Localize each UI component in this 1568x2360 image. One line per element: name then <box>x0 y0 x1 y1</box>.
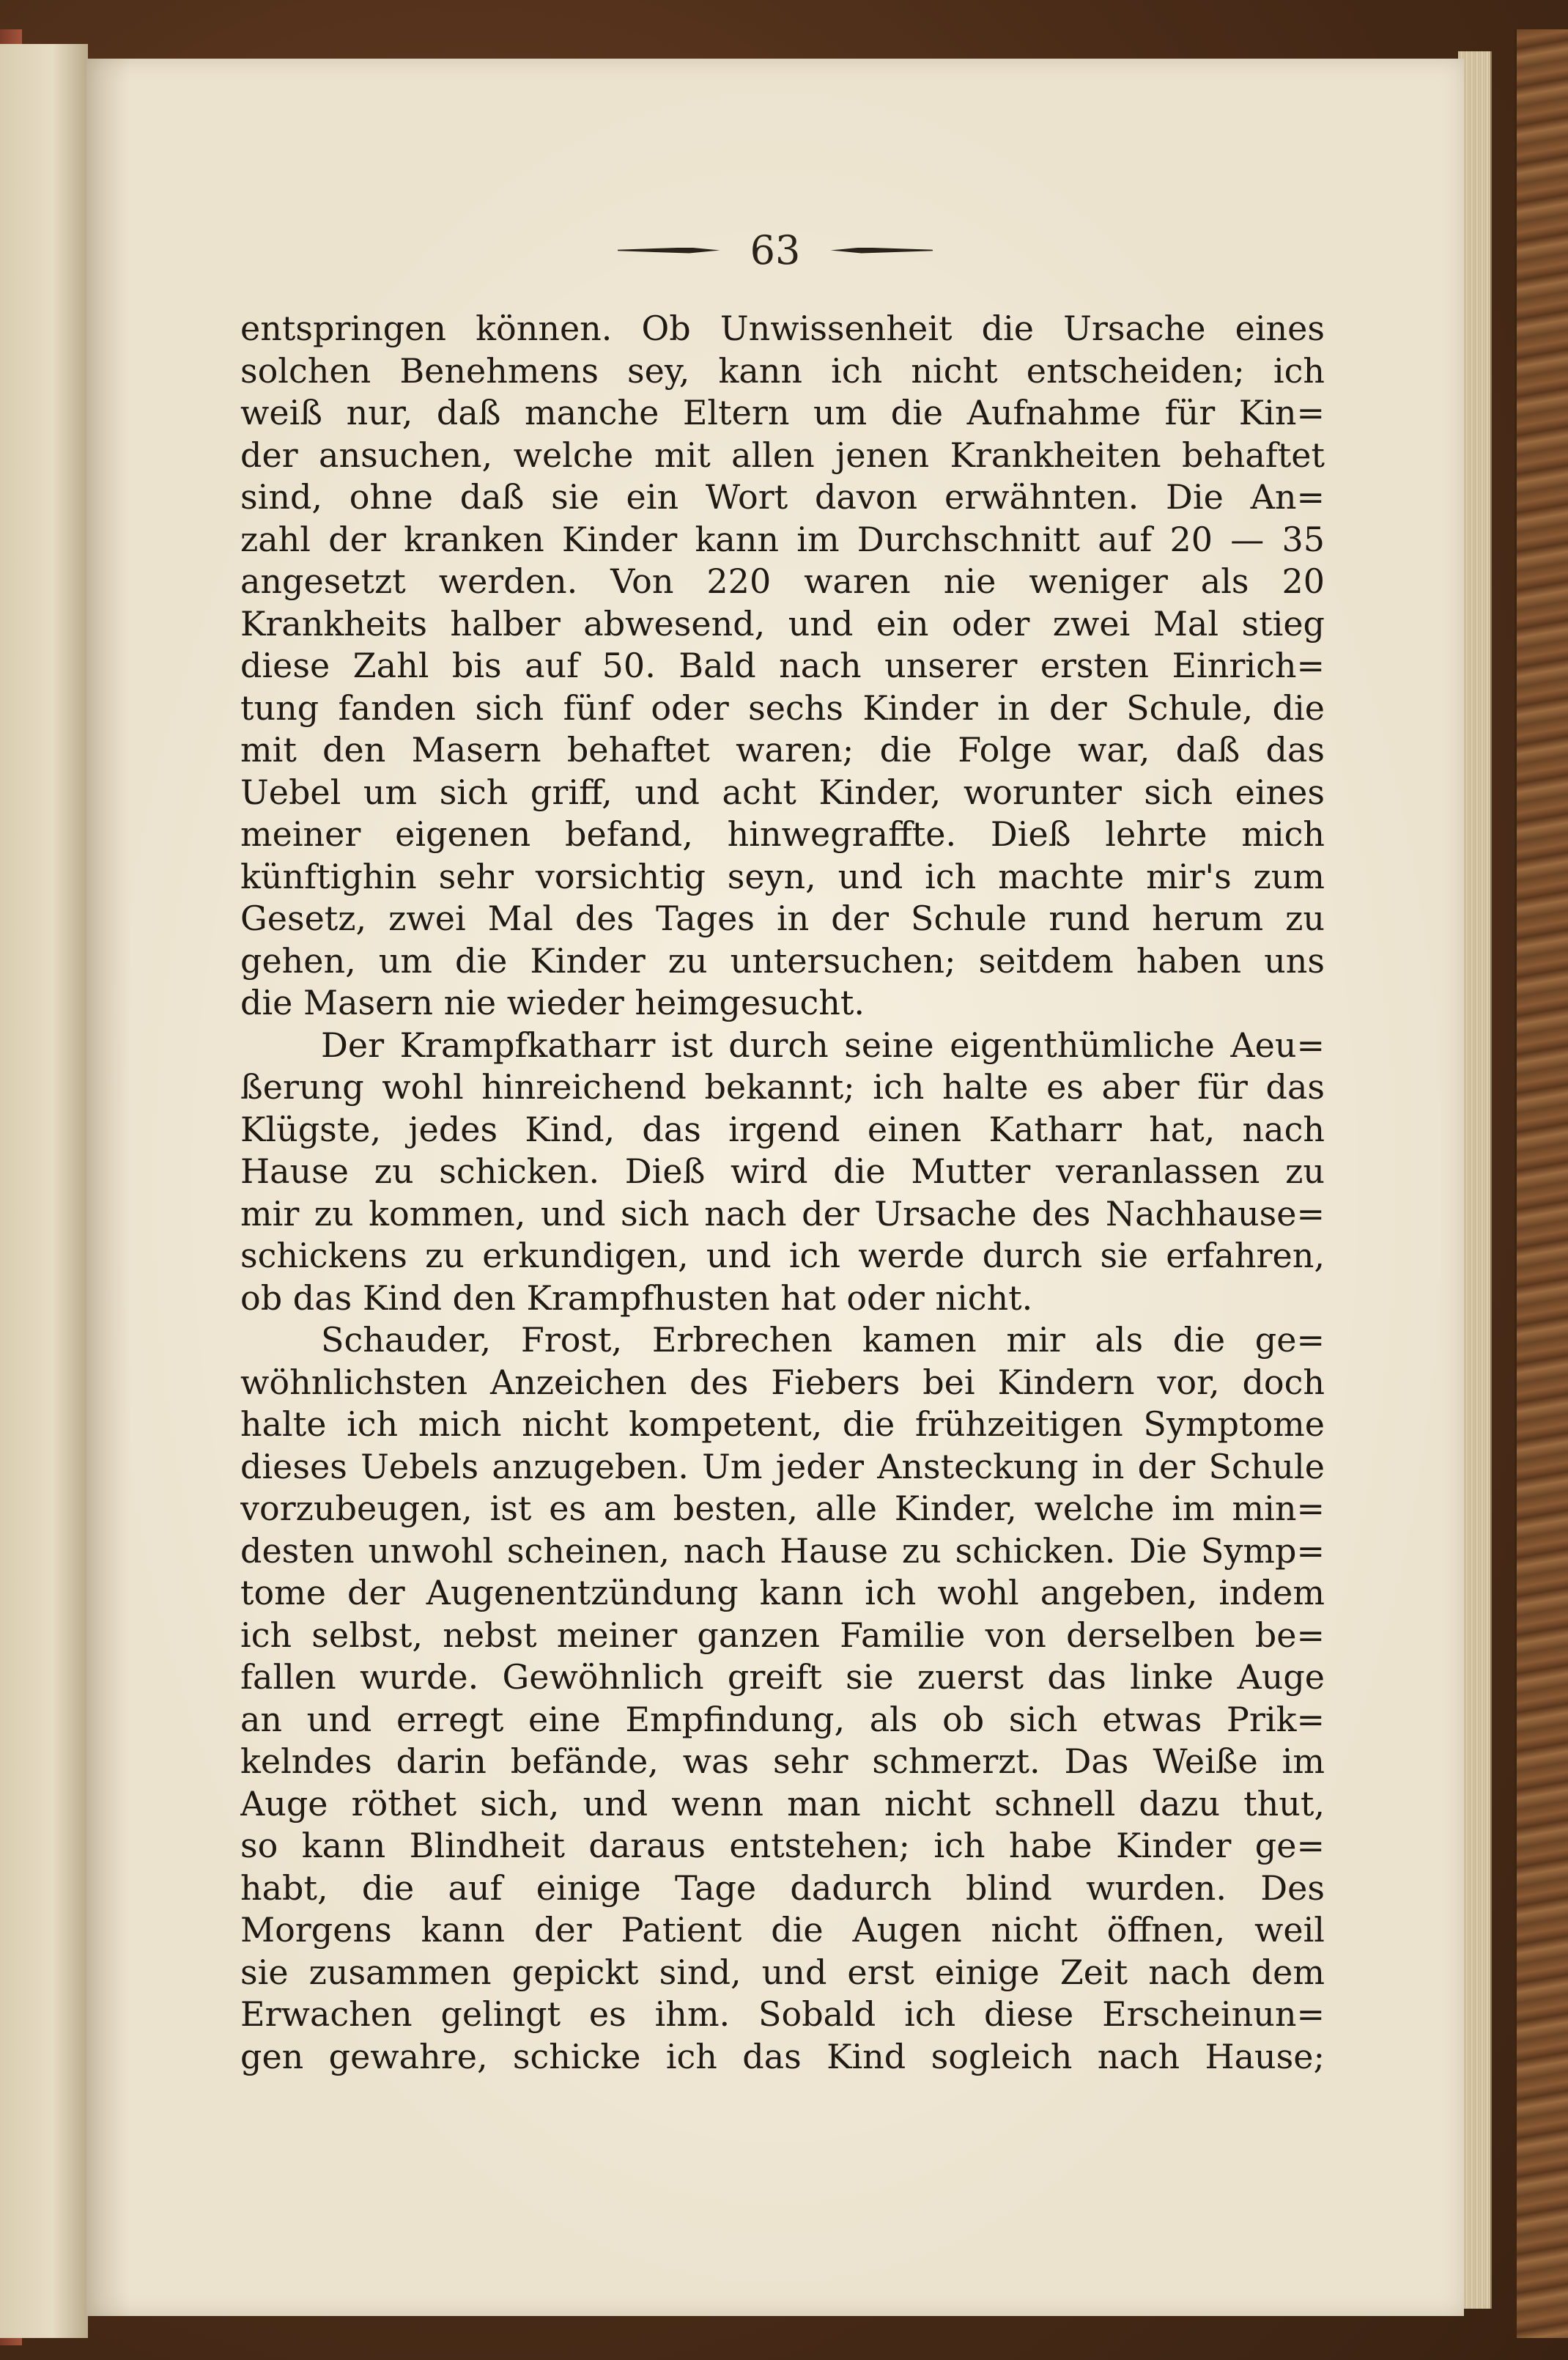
text-line: Der Krampfkatharr ist durch seine eigenthümliche Aeu= <box>321 1025 1325 1065</box>
text-line: dieses Uebels anzugeben. Um jeder Ansteckung in der Schule <box>240 1446 1325 1486</box>
text-line: entspringen können. Ob Unwissenheit die Ursache eines <box>240 309 1325 348</box>
text-line: halte ich mich nicht kompetent, die frühzeitigen Symptome <box>240 1404 1325 1444</box>
text-line: diese Zahl bis auf 50. Bald nach unserer ersten Einrich= <box>240 646 1325 685</box>
text-line: sind, ohne daß sie ein Wort davon erwähnten. Die An= <box>240 477 1325 517</box>
text-line: meiner eigenen befand, hinwegraffte. Dieß lehrte mich <box>240 814 1325 854</box>
marbled-board-edge <box>1515 29 1568 2338</box>
text-line: ßerung wohl hinreichend bekannt; ich halte es aber für das <box>240 1067 1325 1107</box>
text-line: fallen wurde. Gewöhnlich greift sie zuerst das linke Auge <box>240 1657 1325 1697</box>
text-line: mir zu kommen, und sich nach der Ursache des Nachhause= <box>240 1193 1325 1234</box>
text-line: Hause zu schicken. Dieß wird die Mutter veranlassen zu <box>240 1151 1325 1191</box>
text-line: zahl der kranken Kinder kann im Durchschnitt auf 20 — 35 <box>240 519 1325 559</box>
text-line: habt, die auf einige Tage dadurch blind wurden. Des <box>240 1867 1325 1908</box>
page-number: 63 <box>750 227 801 273</box>
book-page <box>86 59 1464 2316</box>
text-line: weiß nur, daß manche Eltern um die Aufnahme für Kin= <box>240 393 1325 432</box>
text-line: gen gewahre, schicke ich das Kind sogleich nach Hause; <box>240 2036 1325 2076</box>
body-text <box>240 308 1325 2078</box>
text-line: Uebel um sich griff, und acht Kinder, worunter sich eines <box>240 772 1325 812</box>
page-header <box>86 227 1464 286</box>
text-line: Krankheits halber abwesend, und ein oder zwei Mal stieg <box>240 603 1325 644</box>
header-ornament-right <box>830 248 933 254</box>
text-line: solchen Benehmens sey, kann ich nicht entscheiden; ich <box>240 350 1325 391</box>
text-line: wöhnlichsten Anzeichen des Fiebers bei Kindern vor, doch <box>240 1362 1325 1402</box>
text-line: Schauder, Frost, Erbrechen kamen mir als die ge= <box>321 1320 1325 1360</box>
text-line: tung fanden sich fünf oder sechs Kinder in der Schule, die <box>240 687 1325 728</box>
text-line: mit den Masern behaftet waren; die Folge war, daß das <box>240 730 1325 770</box>
text-line: schickens zu erkundigen, und ich werde durch sie erfahren, <box>240 1236 1325 1275</box>
text-line: angesetzt werden. Von 220 waren nie weniger als 20 <box>240 561 1325 601</box>
text-line: ob das Kind den Krampfhusten hat oder nicht. <box>240 1277 1033 1318</box>
previous-page-edge <box>0 44 88 2338</box>
text-line: tome der Augenentzündung kann ich wohl angeben, indem <box>240 1573 1325 1612</box>
header-ornament-left <box>618 248 720 254</box>
text-line: künftighin sehr vorsichtig seyn, und ich machte mir's zum <box>240 856 1325 896</box>
text-line: Gesetz, zwei Mal des Tages in der Schule rund herum zu <box>240 899 1325 938</box>
text-line: an und erregt eine Empfindung, als ob sich etwas Prik= <box>240 1699 1325 1739</box>
text-line: vorzubeugen, ist es am besten, alle Kinder, welche im min= <box>240 1489 1325 1528</box>
text-line: kelndes darin befände, was sehr schmerzt. Das Weiße im <box>240 1741 1325 1781</box>
text-line: Morgens kann der Patient die Augen nicht öffnen, weil <box>240 1910 1325 1950</box>
text-line: Klügste, jedes Kind, das irgend einen Katharr hat, nach <box>240 1109 1325 1149</box>
text-line: desten unwohl scheinen, nach Hause zu schicken. Die Symp= <box>240 1530 1325 1571</box>
text-line: sie zusammen gepickt sind, und erst einige Zeit nach dem <box>240 1952 1325 1992</box>
text-line: der ansuchen, welche mit allen jenen Krankheiten behaftet <box>240 435 1325 475</box>
text-line: gehen, um die Kinder zu untersuchen; seitdem haben uns <box>240 940 1325 981</box>
text-line: ich selbst, nebst meiner ganzen Familie von derselben be= <box>240 1615 1325 1655</box>
text-line: Auge röthet sich, und wenn man nicht schnell dazu thut, <box>240 1783 1325 1824</box>
text-line: so kann Blindheit daraus entstehen; ich habe Kinder ge= <box>240 1826 1325 1865</box>
text-line: Erwachen gelingt es ihm. Sobald ich diese Erscheinun= <box>240 1994 1325 2034</box>
text-line: die Masern nie wieder heimgesucht. <box>240 983 865 1022</box>
